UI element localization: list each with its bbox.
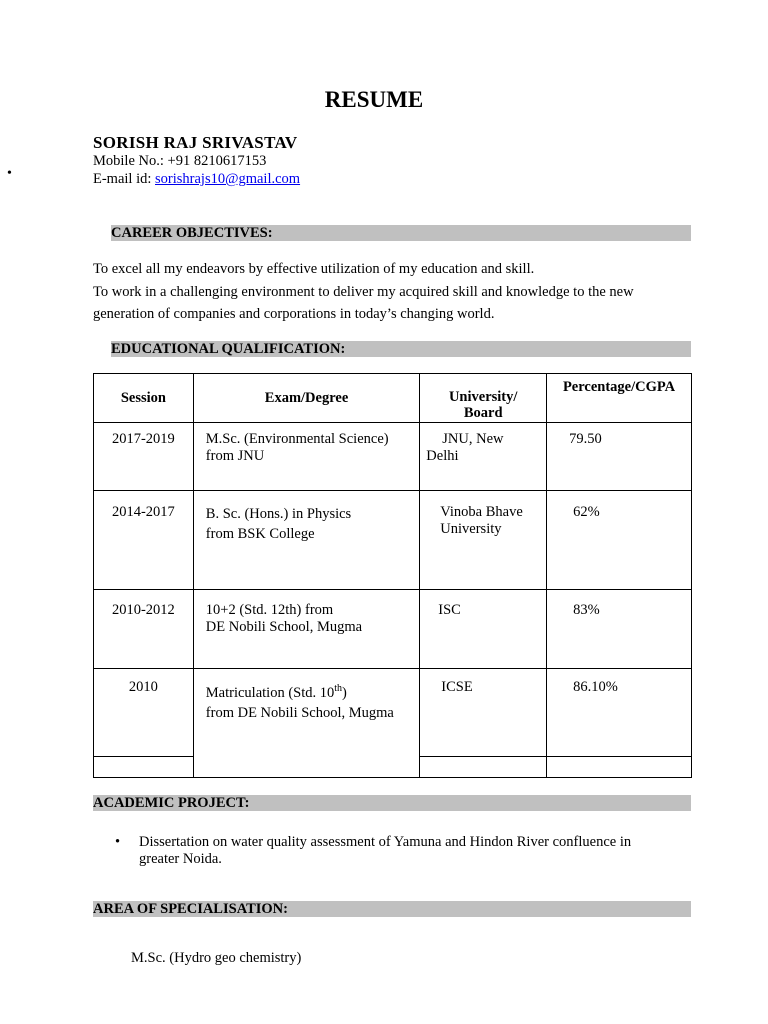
row1-exam: M.Sc. (Environmental Science) from JNU <box>193 423 420 491</box>
project-description <box>139 834 679 868</box>
career-objectives-heading <box>111 225 691 241</box>
row2-exam: B. Sc. (Hons.) in Physics from BSK College <box>193 491 420 590</box>
career-line-2: To work in a challenging environment to deliver my acquired skill and knowledge to the new <box>93 283 634 300</box>
row3-percentage: 83% <box>547 590 692 669</box>
project-line-1: Dissertation on water quality assessment of Yamuna and Hindon River confluence in <box>139 834 632 850</box>
row3-session: 2010-2012 <box>94 590 194 669</box>
specialisation-heading <box>93 901 691 917</box>
empty-cell <box>547 757 692 778</box>
empty-cell <box>94 757 194 778</box>
header-university <box>420 374 547 423</box>
academic-project-heading-text: ACADEMIC PROJECT: <box>93 795 250 811</box>
applicant-name: SORISH RAJ SRIVASTAV <box>93 133 298 152</box>
academic-project-heading <box>93 795 691 811</box>
career-line-3: generation of companies and corporations in today’s changing world. <box>93 306 495 322</box>
education-heading <box>111 341 691 357</box>
page-title: RESUME <box>324 87 424 112</box>
email-link[interactable]: sorishrajs10@gmail.com <box>155 171 301 187</box>
header-exam: Exam/Degree <box>193 374 420 423</box>
project-bullet: • <box>115 834 121 850</box>
row2-university: Vinoba Bhave University <box>420 491 547 590</box>
row3-exam: 10+2 (Std. 12th) from DE Nobili School, Mugma <box>193 590 420 669</box>
table-row <box>94 669 692 757</box>
row4-percentage: 86.10% <box>547 669 692 757</box>
header-university-line1: University/ <box>448 389 518 405</box>
education-table <box>93 373 692 778</box>
row4-exam: Matriculation (Std. 10th) from DE Nobili School, Mugma <box>193 669 420 778</box>
header-percentage-text: Percentage/CGPA <box>562 379 676 395</box>
row4-session: 2010 <box>94 669 194 757</box>
table-header-row <box>94 374 692 423</box>
header-university-line2: Board <box>463 405 503 421</box>
table-row <box>94 590 692 669</box>
project-line-2: greater Noida. <box>139 851 222 867</box>
email-line <box>93 171 300 188</box>
career-line-1: To excel all my endeavors by effective utilization of my education and skill. <box>93 261 535 277</box>
stray-bullet: • <box>7 166 12 181</box>
email-label: E-mail id: <box>93 171 156 187</box>
mobile-number: Mobile No.: +91 8210617153 <box>93 153 267 169</box>
row4-university: ICSE <box>420 669 547 757</box>
empty-cell <box>420 757 547 778</box>
specialisation-heading-text: AREA OF SPECIALISATION: <box>93 901 288 917</box>
specialisation-text: M.Sc. (Hydro geo chemistry) <box>131 950 302 966</box>
row1-session: 2017-2019 <box>94 423 194 491</box>
row2-session: 2014-2017 <box>94 491 194 590</box>
career-objectives-text <box>93 258 693 326</box>
table-row <box>94 423 692 491</box>
row3-university: ISC <box>420 590 547 669</box>
career-objectives-heading-text: CAREER OBJECTIVES: <box>111 225 273 241</box>
row2-percentage: 62% <box>547 491 692 590</box>
header-percentage <box>547 374 692 423</box>
row1-university: JNU, New Delhi <box>420 423 547 491</box>
education-heading-text: EDUCATIONAL QUALIFICATION: <box>111 341 346 357</box>
table-row <box>94 491 692 590</box>
row1-percentage: 79.50 <box>547 423 692 491</box>
header-session: Session <box>94 374 194 423</box>
